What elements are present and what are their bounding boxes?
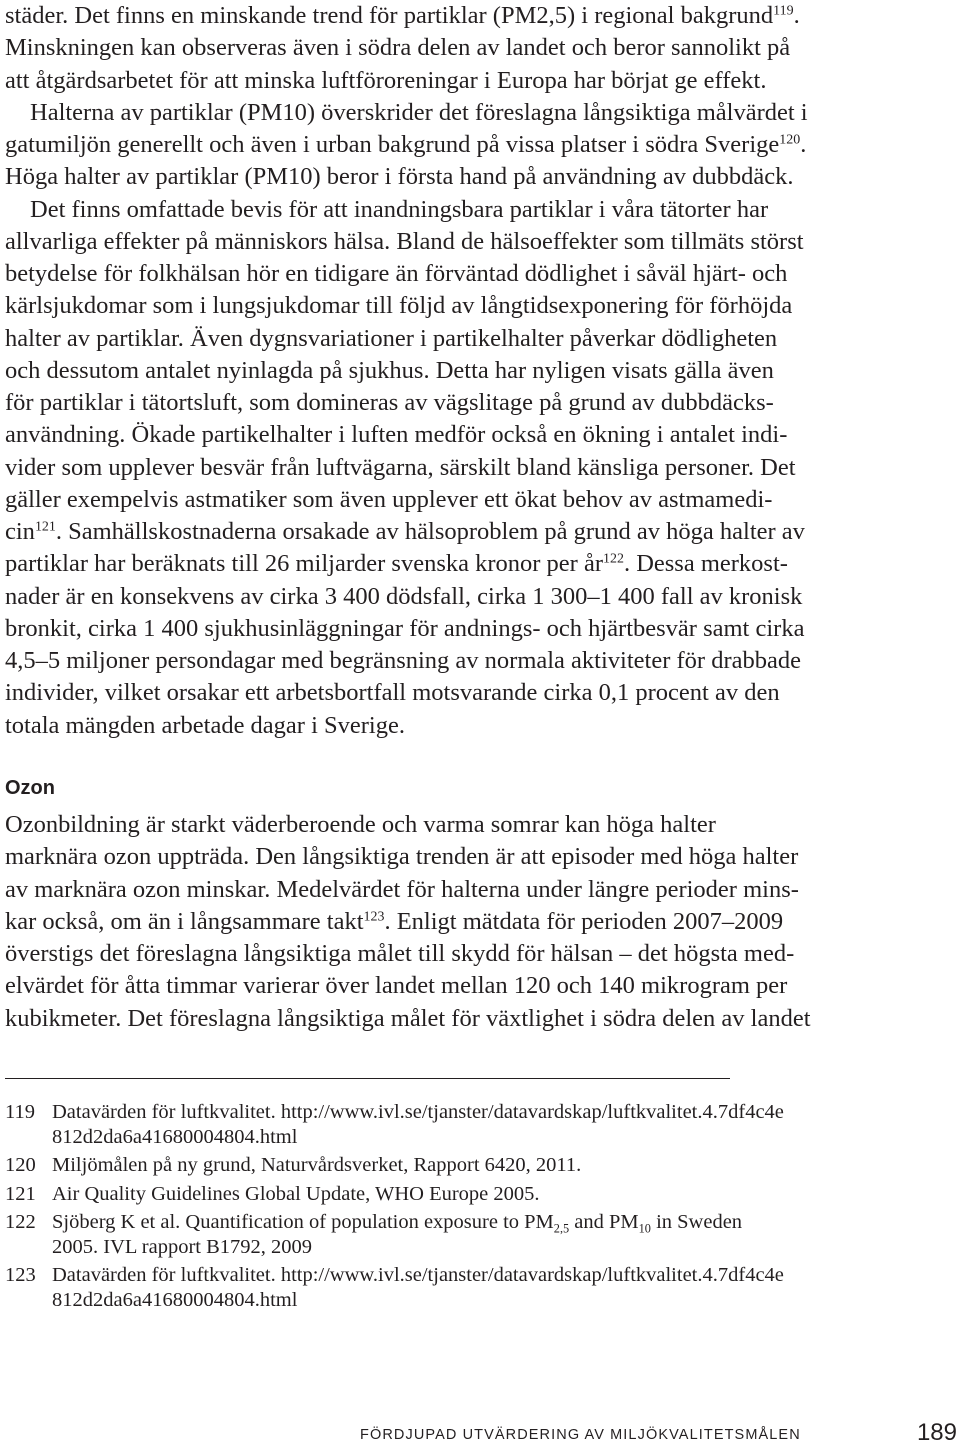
text-line: vider som upplever besvär från luftvägarna, särskilt bland känsliga personer. Det	[5, 453, 796, 481]
line-text: kar också, om än i långsammare takt	[5, 907, 364, 935]
running-footer: FÖRDJUPAD UTVÄRDERING AV MILJÖKVALITETSMÅLEN	[360, 1427, 801, 1443]
footnote-line: Air Quality Guidelines Global Update, WHO Europe 2005.	[52, 1182, 540, 1205]
footnote-line: Miljömålen på ny grund, Naturvårdsverket, Rapport 6420, 2011.	[52, 1154, 582, 1176]
line-text: .	[800, 131, 807, 158]
footnote	[5, 1263, 925, 1312]
footnote-line: Datavärden för luftkvalitet. http://www.ivl.se/tjanster/datavardskap/luftkvalitet.4.7df4c4e	[52, 1101, 784, 1123]
footnote	[5, 1210, 925, 1259]
line-text: städer. Det finns en minskande trend för partiklar (PM2,5) i regional bakgrund	[5, 2, 774, 29]
text-line: Minskningen kan observeras även i södra delen av landet och beror sannolikt på	[5, 34, 791, 62]
footnote-text	[52, 1100, 784, 1149]
footnote-ref: 119	[773, 3, 794, 19]
footnote	[5, 1153, 925, 1178]
text-line	[5, 0, 945, 32]
line-text: . Enligt mätdata för perioden 2007–2009	[384, 907, 784, 935]
footnotes	[5, 1100, 925, 1316]
footnote-ref: 122	[603, 551, 624, 567]
text-line: Höga halter av partiklar (PM10) beror i första hand på användning av dubbdäck.	[5, 163, 794, 191]
footnote-line	[52, 1210, 742, 1235]
text-line: elvärdet för åtta timmar varierar över landet mellan 120 och 140 mikrogram per	[5, 972, 788, 1000]
text-line: marknära ozon uppträda. Den långsiktiga trenden är att episoder med höga halter	[5, 843, 799, 871]
footnote-text	[52, 1182, 540, 1207]
footnote-ref: 121	[34, 519, 56, 535]
footnote-ref: 120	[779, 132, 801, 148]
text-line: gäller exempelvis astmatiker som även upplever ett ökat behov av astmamedi-	[5, 485, 773, 513]
line-text: partiklar har beräknats till 26 miljarder svenska kronor per år	[5, 550, 603, 578]
page-number: 189	[916, 1419, 957, 1446]
footnote-number: 119	[5, 1101, 35, 1123]
line-text: .	[793, 2, 800, 29]
text-line: kärlsjukdomar som i lungsjukdomar till följd av långtidsexponering för förhöjda	[5, 292, 793, 320]
line-text: . Dessa merkost-	[623, 550, 788, 578]
footnote	[5, 1182, 925, 1207]
footnote-line: Datavärden för luftkvalitet. http://www.ivl.se/tjanster/datavardskap/luftkvalitet.4.7df4c4e	[52, 1264, 784, 1286]
text-line: allvarliga effekter på människors hälsa. Bland de hälsoeffekter som tillmäts störst	[5, 227, 804, 255]
text-line: att åtgärdsarbetet för att minska luftföroreningar i Europa har börjat ge effekt.	[5, 66, 767, 94]
line-text: cin	[5, 518, 35, 545]
text-line: totala mängden arbetade dagar i Sverige.	[5, 711, 405, 739]
footnote-line: 812d2da6a41680004804.html	[52, 1125, 298, 1148]
text-line	[5, 516, 945, 548]
text-line	[5, 129, 945, 161]
text-line: och dessutom antalet nyinlagda på sjukhus. Detta har nyligen visats gälla även	[5, 356, 774, 384]
text-line: Ozonbildning är starkt väderberoende och varma somrar kan höga halter	[5, 811, 716, 838]
text-line: Halterna av partiklar (PM10) överskrider det föreslagna långsiktiga målvärdet i	[30, 98, 808, 126]
line-text: and PM	[569, 1211, 639, 1233]
footnote-line: 812d2da6a41680004804.html	[52, 1288, 298, 1311]
section-heading: Ozon	[5, 777, 55, 799]
line-text: Sjöberg K et al. Quantification of population exposure to PM	[52, 1211, 554, 1233]
text-line: användning. Ökade partikelhalter i luften medför också en ökning i antalet indi-	[5, 421, 788, 449]
text-line: kubikmeter. Det föreslagna långsiktiga målet för växtlighet i södra delen av landet	[5, 1004, 811, 1032]
text-line: bronkit, cirka 1 400 sjukhusinläggningar för andnings- och hjärtbesvär samt cirka	[5, 614, 805, 642]
footnote-number: 120	[5, 1154, 36, 1176]
footnote-text	[52, 1263, 784, 1312]
subscript: 2,5	[553, 1221, 570, 1236]
body-text	[5, 0, 945, 742]
subscript: 10	[638, 1221, 651, 1236]
text-line: för partiklar i tätortsluft, som domineras av vägslitage på grund av dubbdäcks-	[5, 389, 774, 416]
paragraph	[5, 194, 945, 742]
text-line: av marknära ozon minskar. Medelvärdet för halterna under längre perioder mins-	[5, 875, 799, 903]
text-line: överstigs det föreslagna långsiktiga målet till skydd för hälsan – det högsta med-	[5, 940, 795, 967]
text-line	[5, 906, 945, 938]
footnote-text	[52, 1153, 581, 1178]
footnote-number: 123	[5, 1264, 36, 1286]
footnote-line: 2005. IVL rapport B1792, 2009	[52, 1235, 313, 1258]
footnote	[5, 1100, 925, 1149]
line-text: . Samhällskostnaderna orsakade av hälsoproblem på grund av höga halter av	[55, 518, 805, 545]
footnote-rule	[5, 1078, 730, 1079]
text-line: nader är en konsekvens av cirka 3 400 dödsfall, cirka 1 300–1 400 fall av kronisk	[5, 582, 803, 610]
footnote-text	[52, 1210, 742, 1259]
ozon-paragraph	[5, 809, 945, 1035]
line-text: gatumiljön generellt och även i urban bakgrund på vissa platser i södra Sverige	[5, 131, 780, 158]
text-line	[5, 548, 945, 580]
text-line: halter av partiklar. Även dygnsvariationer i partikelhalter påverkar dödligheten	[5, 324, 778, 352]
text-line: 4,5–5 miljoner persondagar med begränsning av normala aktiviteter för drabbade	[5, 647, 801, 674]
paragraph	[5, 0, 945, 97]
footnote-ref: 123	[363, 909, 385, 925]
footnote-number: 121	[5, 1182, 36, 1205]
text-line: Det finns omfattade bevis för att inandningsbara partiklar i våra tätorter har	[30, 195, 769, 223]
line-text: in Sweden	[650, 1211, 743, 1233]
text-line: individer, vilket orsakar ett arbetsbortfall motsvarande cirka 0,1 procent av den	[5, 679, 780, 707]
paragraph	[5, 97, 945, 194]
text-line: betydelse för folkhälsan hör en tidigare än förväntad dödlighet i såväl hjärt- och	[5, 260, 788, 287]
footnote-number: 122	[5, 1211, 36, 1233]
